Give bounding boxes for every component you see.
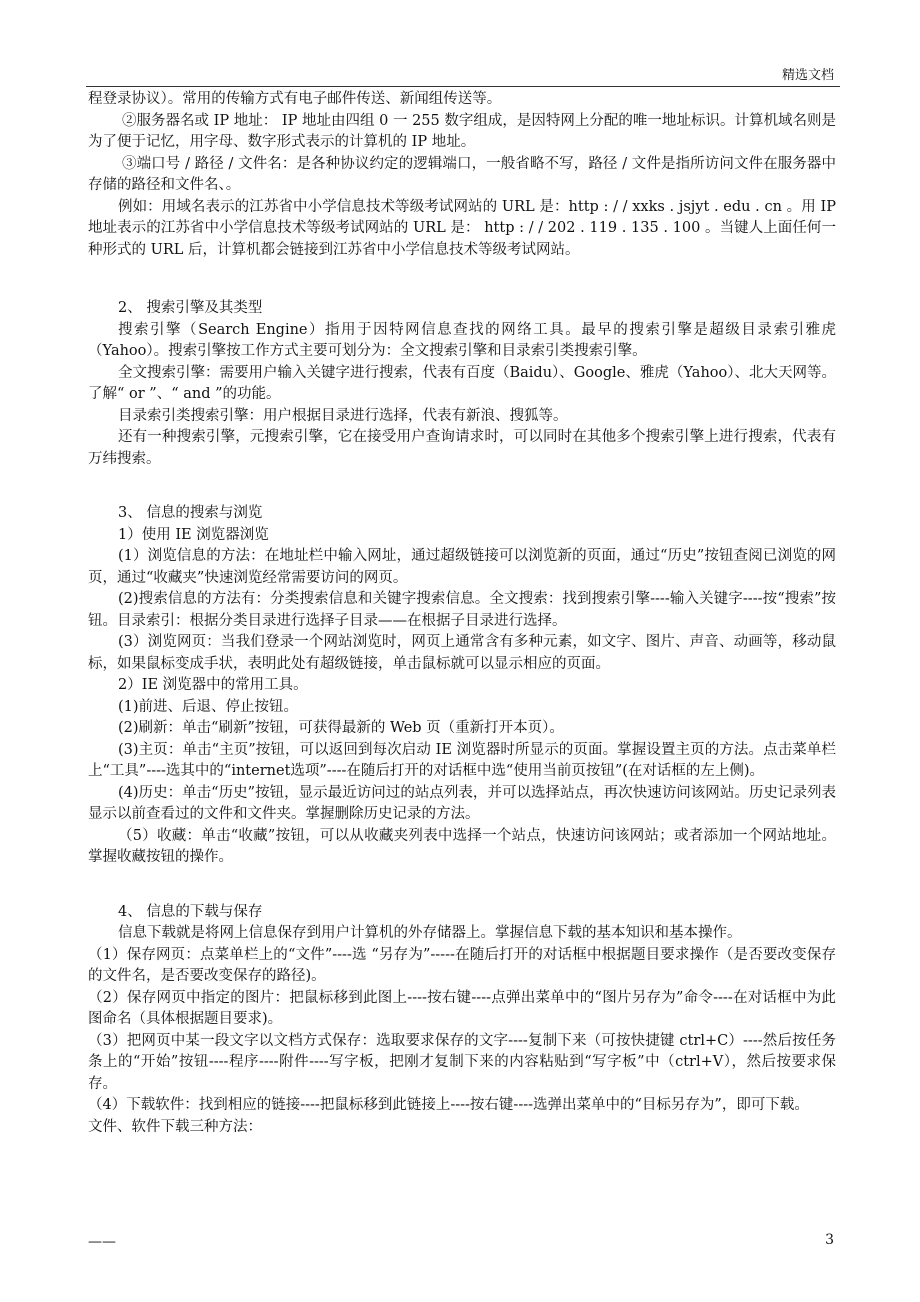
footer-dash: —— bbox=[88, 1234, 116, 1250]
paragraph: （3）把网页中某一段文字以文档方式保存：选取要求保存的文字----复制下来（可按快捷键 ctrl+C）----然后按任务条上的“开始”按钮----程序----附件----写字板，把刚才复制下来的内容粘贴到“写字板”中（ctrl+V），然后按要求保存。 bbox=[88, 1032, 836, 1092]
paragraph: （4）下载软件：找到相应的链接----把鼠标移到此链接上----按右键----选弹出菜单中的“目标另存为”，即可下载。 bbox=[88, 1097, 809, 1113]
header-divider bbox=[86, 86, 840, 87]
paragraph: 程登录协议）。常用的传输方式有电子邮件传送、新闻组传送等。 bbox=[88, 91, 502, 107]
paragraph: 还有一种搜索引擎，元搜索引擎，它在接受用户查询请求时，可以同时在其他多个搜索引擎上进行搜索，代表有万纬搜索。 bbox=[88, 429, 836, 467]
section-heading: 2、 搜索引擎及其类型 bbox=[118, 300, 263, 316]
paragraph: (1)前进、后退、停止按钮。 bbox=[118, 698, 299, 715]
header-label: 精选文档 bbox=[781, 68, 834, 83]
page-number: 3 bbox=[825, 1232, 834, 1248]
paragraph: （2）保存网页中指定的图片：把鼠标移到此图上----按右键----点弹出菜单中的“图片另存为”命令----在对话框中为此图命名（具体根据题目要求)。 bbox=[88, 989, 836, 1027]
paragraph: (3）浏览网页：当我们登录一个网站浏览时，网页上通常含有多种元素，如文字、图片、声音、动画等，移动鼠标，如果鼠标变成手状，表明此处有超级链接，单击鼠标就可以显示相应的页面。 bbox=[88, 634, 836, 672]
paragraph: ③端口号 / 路径 / 文件名：是各种协议约定的逻辑端口，一般省略不写，路径 / 文件是指所访问文件在服务器中存储的路径和文件名、。 bbox=[88, 155, 836, 193]
subheading: 1）使用 IE 浏览器浏览 bbox=[118, 526, 269, 543]
paragraph: (4)历史：单击“历史”按钮，显示最近访问过的站点列表，并可以选择站点，再次快速访问该网站。历史记录列表显示以前查看过的文件和文件夹。掌握删除历史记录的方法。 bbox=[88, 784, 836, 822]
paragraph: 全文搜索引擎：需要用户输入关键字进行搜索，代表有百度（Baidu）、Google、雅虎（Yahoo）、北大天网等。了解“ or ”、“ and ”的功能。 bbox=[88, 364, 836, 402]
paragraph: (1）浏览信息的方法：在地址栏中输入网址，通过超级链接可以浏览新的页面，通过“历史”按钮查阅已浏览的网页，通过“收藏夹”快速浏览经常需要访问的网页。 bbox=[88, 548, 836, 586]
section-heading: 3、 信息的搜索与浏览 bbox=[118, 505, 263, 521]
paragraph: 文件、软件下载三种方法： bbox=[88, 1118, 262, 1135]
paragraph: (3)主页：单击“主页”按钮，可以返回到每次启动 IE 浏览器时所显示的页面。掌握设置主页的方法。点击菜单栏上“工具”----选其中的“internet选项”----在随后打开的对话框中选“使用当前页按钮”(在对话框的左上侧)。 bbox=[88, 741, 836, 779]
paragraph: ②服务器名或 IP 地址： IP 地址由四组 0 一 255 数字组成，是因特网上分配的唯一地址标识。计算机域名则是为了便于记忆，用字母、数字形式表示的计算机的 IP 地址。 bbox=[88, 112, 836, 150]
section-heading: 4、 信息的下载与保存 bbox=[118, 903, 263, 920]
paragraph: （5）收藏：单击“收藏”按钮，可以从收藏夹列表中选择一个站点，快速访问该网站；或者添加一个网站地址。掌握收藏按钮的操作。 bbox=[88, 827, 836, 865]
paragraph: 例如：用域名表示的江苏省中小学信息技术等级考试网站的 URL 是：http : / / xxks . jsjyt . edu . cn 。用 IP 地址表示的江苏省中小学信息技术等级考试网站的 URL 是： http : / / 202 . 119 . 135 . 100 。当键人上面任何一种形式的 URL 后，计算机都会链接到江苏省中小学信息技术等级考试网站。 bbox=[88, 198, 836, 258]
paragraph: 信息下载就是将网上信息保存到用户计算机的外存储器上。掌握信息下载的基本知识和基本操作。 bbox=[118, 925, 742, 941]
subheading: 2）IE 浏览器中的常用工具。 bbox=[118, 677, 308, 693]
paragraph: （1）保存网页：点菜单栏上的“文件”----选 “另存为”-----在随后打开的对话框中根据题目要求操作（是否要改变保存的文件名，是否要改变保存的路径)。 bbox=[88, 946, 836, 984]
document-body bbox=[88, 89, 836, 1138]
paragraph: (2)刷新：单击“刷新”按钮，可获得最新的 Web 页（重新打开本页）。 bbox=[118, 720, 564, 736]
paragraph: 搜索引擎（Search Engine）指用于因特网信息查找的网络工具。最早的搜索引擎是超级目录索引雅虎（Yahoo）。搜索引擎按工作方式主要可划分为：全文搜索引擎和目录索引类搜索引擎。 bbox=[88, 321, 836, 359]
paragraph: 目录索引类搜索引擎：用户根据目录进行选择，代表有新浪、搜狐等。 bbox=[118, 407, 568, 424]
paragraph: (2)搜索信息的方法有：分类搜索信息和关键字搜索信息。全文搜索：找到搜索引擎----输入关键字----按“搜索”按钮。目录索引：根据分类目录进行选择子目录——在根据子目录进行选择。 bbox=[88, 591, 836, 629]
